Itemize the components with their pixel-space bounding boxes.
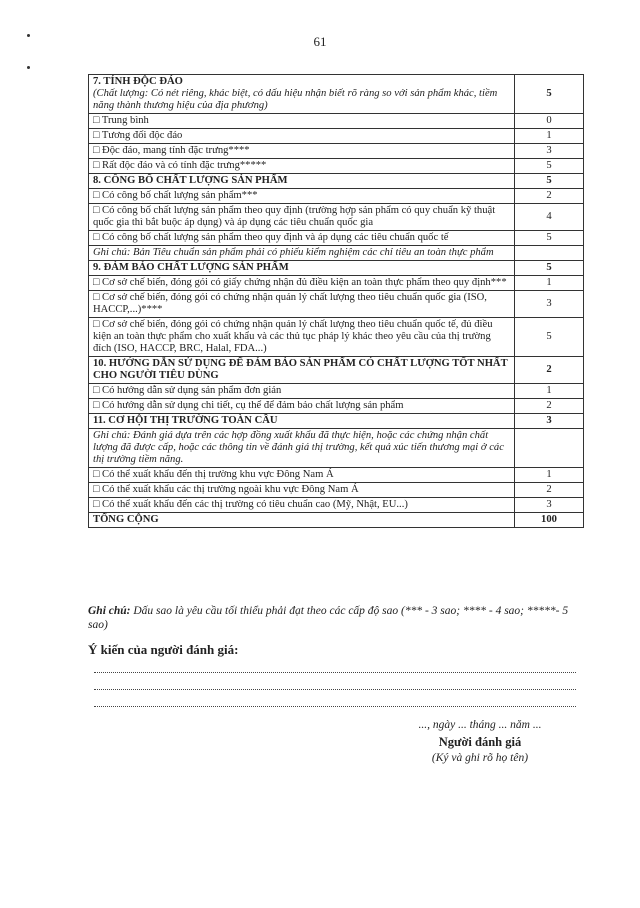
criterion-cell [89, 429, 515, 468]
criteria-table [88, 74, 584, 528]
criterion-cell [89, 246, 515, 261]
table-row [89, 114, 584, 129]
dotted-line [94, 689, 576, 690]
score-cell: 3 [515, 498, 584, 513]
table-row [89, 414, 584, 429]
criterion-label: □ Rất độc đáo và có tính đặc trưng***** [93, 160, 267, 171]
criterion-cell [89, 291, 515, 318]
criterion-label: 9. ĐẢM BẢO CHẤT LƯỢNG SẢN PHẨM [93, 262, 289, 273]
table-row [89, 291, 584, 318]
margin-dot [27, 34, 30, 37]
score-cell: 1 [515, 276, 584, 291]
table-row [89, 159, 584, 174]
table-row [89, 468, 584, 483]
score-cell: 1 [515, 129, 584, 144]
criterion-label: □ Có hướng dẫn sử dụng chi tiết, cụ thể để đảm bảo chất lượng sản phẩm [93, 400, 404, 411]
criterion-cell [89, 231, 515, 246]
score-cell: 3 [515, 414, 584, 429]
dotted-line [94, 672, 576, 673]
criterion-cell [89, 498, 515, 513]
criterion-label: 10. HƯỚNG DẪN SỬ DỤNG ĐỂ ĐẢM BẢO SẢN PHẨM CÓ CHẤT LƯỢNG TỐT NHẤT CHO NGƯỜI TIÊU DÙNG [93, 358, 508, 381]
score-cell: 1 [515, 384, 584, 399]
criterion-cell [89, 261, 515, 276]
opinion-title: Ý kiến của người đánh giá: [88, 642, 239, 657]
criterion-cell [89, 129, 515, 144]
table-row [89, 318, 584, 357]
criterion-label: □ Trung bình [93, 115, 149, 126]
criterion-cell [89, 276, 515, 291]
criterion-label: □ Tương đối độc đáo [93, 130, 183, 141]
margin-dot [27, 66, 30, 69]
criterion-label: □ Có công bố chất lượng sản phẩm theo quy định (trường hợp sản phẩm có quy chuẩn kỹ thuật quốc gia thì bắt buộc áp dụng) và áp dụng các tiêu chuẩn quốc gia [93, 205, 496, 228]
criterion-label: □ Độc đáo, mang tính đặc trưng**** [93, 145, 250, 156]
criterion-cell [89, 399, 515, 414]
criterion-cell [89, 204, 515, 231]
signer-note: (Ký và ghi rõ họ tên) [431, 752, 529, 764]
table-row [89, 261, 584, 276]
table-row [89, 204, 584, 231]
table-row [89, 498, 584, 513]
criterion-cell [89, 384, 515, 399]
table-row [89, 174, 584, 189]
score-cell: 3 [515, 144, 584, 159]
table-row [89, 429, 584, 468]
criterion-label: Ghi chú: Đánh giá dựa trên các hợp đồng xuất khẩu đã thực hiện, hoặc các chứng nhận chất lượng đã được cấp, hoặc các thông tin về đánh giá thị trường, kết quả xúc tiến thương mại ở các thị trường tiềm năng. [93, 430, 504, 465]
score-cell [515, 429, 584, 468]
table-row [89, 384, 584, 399]
criterion-cell [89, 189, 515, 204]
criterion-label: □ Có công bố chất lượng sản phẩm theo quy định và áp dụng các tiêu chuẩn quốc tế [93, 232, 449, 243]
criterion-label: □ Có công bố chất lượng sản phẩm*** [93, 190, 258, 201]
criterion-label: Ghi chú: Bản Tiêu chuẩn sản phẩm phải có phiếu kiểm nghiệm các chỉ tiêu an toàn thực phẩm [93, 247, 494, 258]
criterion-label: □ Có hướng dẫn sử dụng sản phẩm đơn giản [93, 385, 282, 396]
criterion-cell [89, 513, 515, 528]
criterion-cell [89, 468, 515, 483]
criterion-label: 8. CÔNG BỐ CHẤT LƯỢNG SẢN PHẨM [93, 175, 288, 186]
signer-title: Người đánh giá [438, 735, 522, 749]
criterion-label: 11. CƠ HỘI THỊ TRƯỜNG TOÀN CẦU [93, 415, 278, 426]
footnote-label: Ghi chú: [88, 605, 131, 617]
table-row [89, 231, 584, 246]
page-number: 61 [313, 34, 327, 49]
dotted-line [94, 706, 576, 707]
table-row [89, 276, 584, 291]
table-row [89, 399, 584, 414]
criterion-cell [89, 483, 515, 498]
criterion-cell [89, 174, 515, 189]
score-cell: 0 [515, 114, 584, 129]
date-line: ..., ngày ... tháng ... năm ... [418, 719, 542, 731]
criterion-label: □ Có thể xuất khẩu đến thị trường khu vực Đông Nam Á [93, 469, 334, 480]
criterion-cell [89, 414, 515, 429]
criterion-label: □ Có thể xuất khẩu các thị trường ngoài khu vực Đông Nam Á [93, 484, 359, 495]
score-cell: 5 [515, 231, 584, 246]
table-row [89, 246, 584, 261]
table-row [89, 129, 584, 144]
table-row [89, 513, 584, 528]
criterion-label: □ Cơ sở chế biến, đóng gói có giấy chứng nhận đủ điều kiện an toàn thực phẩm theo quy định*** [93, 277, 507, 288]
criterion-label: TỔNG CỘNG [93, 514, 159, 525]
criterion-label: □ Cơ sở chế biến, đóng gói có chứng nhận quản lý chất lượng theo tiêu chuẩn quốc tế, đủ điều kiện an toàn thực phẩm cho xuất khẩu và các thủ tục pháp lý khác theo yêu cầu của thị trường đích (ISO, HACCP, BRC, Halal, FDA...) [93, 319, 493, 354]
criterion-cell [89, 144, 515, 159]
score-cell: 3 [515, 291, 584, 318]
score-cell [515, 246, 584, 261]
footnote-text: Dấu sao là yêu cầu tối thiểu phải đạt theo các cấp độ sao (*** - 3 sao; **** - 4 sao; *****- 5 sao) [88, 605, 569, 631]
criterion-cell [89, 75, 515, 114]
score-cell: 2 [515, 357, 584, 384]
table-row [89, 189, 584, 204]
criterion-label: □ Cơ sở chế biến, đóng gói có chứng nhận quản lý chất lượng theo tiêu chuẩn quốc gia (ISO, HACCP,...)**** [93, 292, 487, 315]
criterion-description: (Chất lượng: Có nét riêng, khác biệt, có dấu hiệu nhận biết rõ ràng so với sản phẩm khác, tiềm năng thành thương hiệu của địa phương) [93, 88, 498, 111]
score-cell: 5 [515, 318, 584, 357]
score-cell: 2 [515, 399, 584, 414]
criterion-cell [89, 318, 515, 357]
score-cell: 4 [515, 204, 584, 231]
table-row [89, 144, 584, 159]
score-cell: 100 [515, 513, 584, 528]
score-cell: 5 [515, 174, 584, 189]
score-cell: 2 [515, 483, 584, 498]
score-cell: 1 [515, 468, 584, 483]
table-row [89, 483, 584, 498]
score-cell: 5 [515, 159, 584, 174]
table-row [89, 75, 584, 114]
criterion-cell [89, 114, 515, 129]
criterion-label: □ Có thể xuất khẩu đến các thị trường có tiêu chuẩn cao (Mỹ, Nhật, EU...) [93, 499, 408, 510]
criterion-label: 7. TÍNH ĐỘC ĐÁO [93, 76, 183, 87]
score-cell: 2 [515, 189, 584, 204]
criterion-cell [89, 357, 515, 384]
score-cell: 5 [515, 75, 584, 114]
footnote [88, 604, 588, 632]
score-cell: 5 [515, 261, 584, 276]
table-row [89, 357, 584, 384]
criterion-cell [89, 159, 515, 174]
